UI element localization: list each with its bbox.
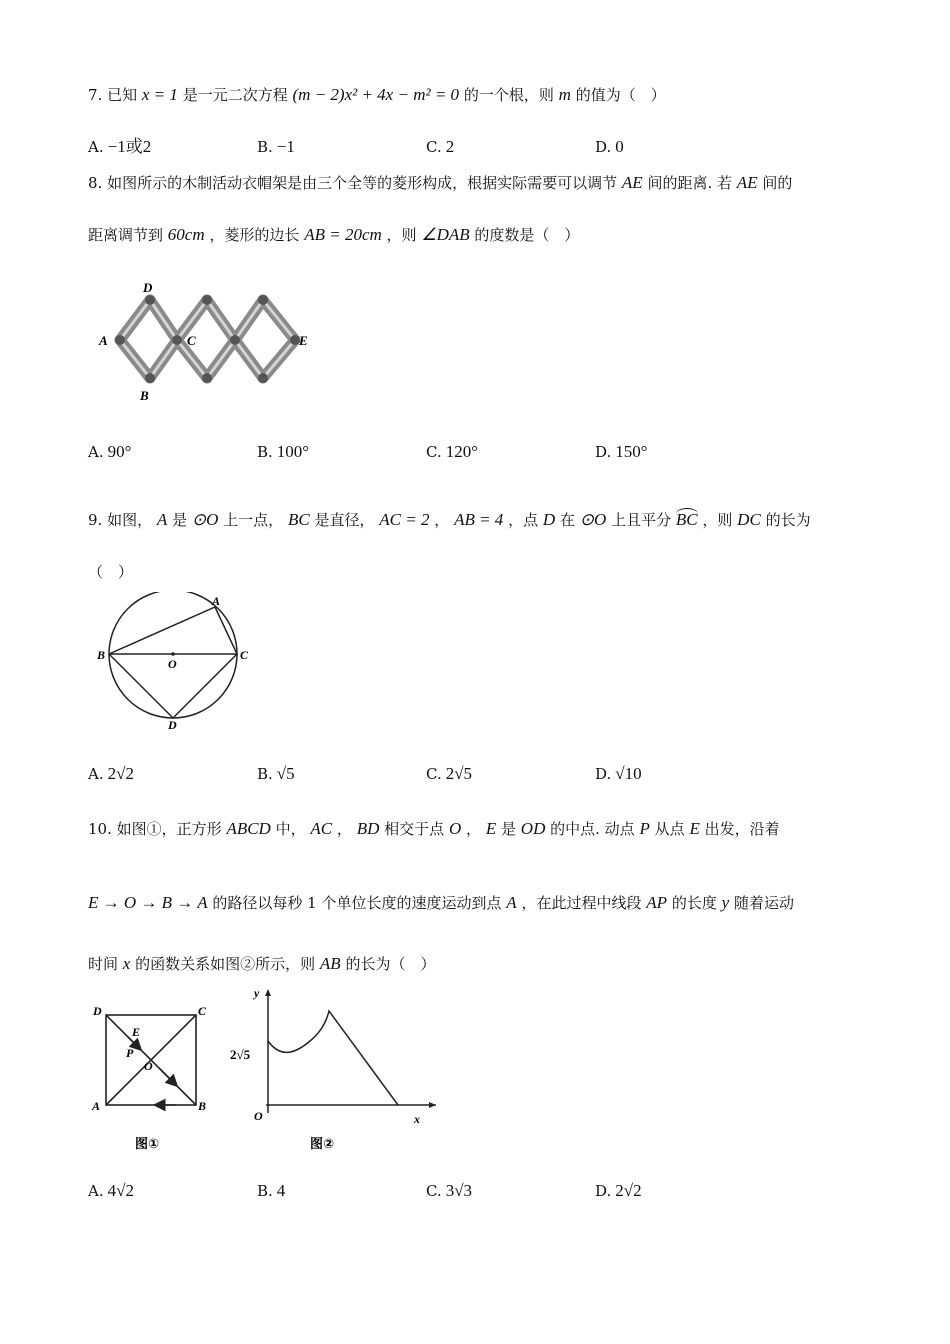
q7-text: 是一元二次方程: [182, 86, 288, 104]
q10-option-a[interactable]: [88, 1182, 134, 1199]
q7-option-b[interactable]: [257, 138, 295, 155]
q8-math: ∠DAB: [421, 225, 470, 244]
option-value: 0: [615, 137, 624, 156]
option-label: A.: [88, 138, 104, 156]
label-b: B: [97, 648, 106, 662]
q7-text: 的一个根，则: [463, 86, 554, 104]
q9-option-a[interactable]: [88, 765, 134, 782]
q9-text: 是: [172, 511, 188, 529]
q9-math: AB = 4: [454, 510, 504, 529]
q8-coat-rack-figure: [95, 280, 325, 405]
q10-text: 是: [501, 820, 517, 838]
q8-text: 距离调节到: [88, 226, 164, 244]
option-label: D.: [595, 1182, 612, 1200]
q9-text: 如图，: [107, 511, 153, 529]
option-value: −1: [276, 137, 295, 156]
q10-math: x: [122, 954, 131, 973]
y-tick-label: 2√5: [230, 1047, 251, 1062]
q8-number: 8.: [88, 174, 103, 192]
q10-square-figure: [88, 1003, 218, 1158]
option-value: 4: [276, 1181, 286, 1200]
x-axis-arrow: [429, 1102, 436, 1108]
option-value: 2: [445, 137, 455, 156]
center-point: [171, 652, 175, 656]
q10-option-b[interactable]: [257, 1182, 285, 1199]
option-value: 2√2: [107, 764, 134, 783]
option-label: D.: [595, 443, 612, 461]
q9-math: A: [156, 510, 168, 529]
q10-stem-line2: [88, 894, 794, 911]
option-value: 150°: [615, 442, 648, 461]
label-b: B: [198, 1099, 207, 1113]
q8-stem-line2: [88, 226, 579, 243]
q10-text: ，: [336, 820, 352, 838]
q10-text: 的中点. 动点: [550, 820, 635, 838]
option-label: C.: [426, 443, 442, 461]
q8-math: AE: [736, 173, 758, 192]
label-o: O: [168, 657, 177, 671]
q7-stem: [88, 86, 666, 103]
q7-equation: (m − 2)x² + 4x − m² = 0: [292, 85, 460, 104]
q9-answer-bracket: （ ）: [88, 563, 134, 581]
q9-option-b[interactable]: [257, 765, 295, 782]
q10-math: y: [721, 893, 730, 912]
option-value: 2√5: [445, 764, 473, 783]
label-a: A: [92, 1099, 101, 1113]
q8-option-d[interactable]: [595, 443, 648, 460]
option-value: 100°: [276, 442, 310, 461]
q9-number: 9.: [88, 511, 103, 529]
q10-math: P: [639, 819, 650, 838]
q10-text: 从点: [654, 820, 685, 838]
option-label: B.: [257, 138, 273, 156]
q9-circle-figure: [95, 592, 255, 730]
q8-text: 间的距离. 若: [647, 174, 732, 192]
q7-text: 已知: [107, 86, 138, 104]
label-e: E: [132, 1025, 141, 1039]
label-o: O: [144, 1059, 153, 1073]
q8-stem-line1: [88, 174, 792, 191]
q10-graph-figure: [226, 983, 441, 1158]
label-a: A: [212, 594, 221, 608]
label-d: D: [143, 280, 153, 295]
option-label: D.: [595, 138, 612, 156]
q8-text: 间的: [762, 174, 793, 192]
x-axis-label: x: [414, 1112, 420, 1126]
q8-text: 如图所示的木制活动衣帽架是由三个全等的菱形构成，根据实际需要可以调节: [107, 174, 618, 192]
fig1-caption: 图①: [135, 1137, 160, 1152]
q9-text: 在: [559, 511, 575, 529]
q10-stem-line1: [88, 820, 780, 837]
q7-option-d[interactable]: [595, 138, 624, 155]
label-c: C: [240, 648, 249, 662]
q9-math: ⊙O: [191, 510, 219, 529]
label-e: E: [299, 333, 308, 348]
q9-math: ⊙O: [579, 510, 607, 529]
q10-number: 10.: [88, 820, 112, 838]
q8-text: ，则: [386, 226, 417, 244]
q8-math: AE: [621, 173, 643, 192]
q8-option-c[interactable]: [426, 443, 478, 460]
label-p: P: [126, 1046, 134, 1060]
label-c: C: [187, 333, 196, 348]
option-label: B.: [257, 765, 273, 783]
label-d: D: [168, 718, 177, 730]
q8-math: AB = 20cm: [304, 225, 382, 244]
option-label: C.: [426, 765, 442, 783]
y-axis-label: y: [254, 986, 260, 1000]
q9-option-c[interactable]: [426, 765, 472, 782]
q9-text: 上一点，: [223, 511, 284, 529]
q7-math: m: [558, 85, 571, 104]
triangle-abc: [109, 607, 237, 654]
label-d: D: [93, 1004, 102, 1018]
option-value: √10: [615, 764, 642, 783]
function-curve: [268, 1011, 398, 1105]
q10-text: 时间: [88, 955, 119, 973]
q9-text: ，点: [508, 511, 539, 529]
q10-math: E: [485, 819, 497, 838]
q10-text: 如图①，正方形: [116, 820, 222, 838]
fig2-caption: 图②: [310, 1137, 335, 1152]
option-label: C.: [426, 138, 442, 156]
q9-text: ，: [434, 511, 450, 529]
q10-text: 相交于点: [384, 820, 445, 838]
q10-text: 的长度: [671, 894, 717, 912]
q8-text: ，菱形的边长: [209, 226, 300, 244]
q10-math: OD: [520, 819, 546, 838]
label-b: B: [140, 388, 149, 403]
option-value: 2√2: [615, 1181, 642, 1200]
q9-math: BC: [287, 510, 310, 529]
q9-text: ，则: [702, 511, 733, 529]
q10-text: 随着运动: [733, 894, 794, 912]
q9-math: AC = 2: [379, 510, 430, 529]
q10-math: AC: [310, 819, 333, 838]
option-label: A.: [88, 765, 104, 783]
q10-text: 的函数关系如图②所示，则: [135, 955, 316, 973]
option-label: A.: [88, 443, 104, 461]
y-axis-arrow: [265, 989, 271, 996]
q10-path: E → O → B → A: [88, 893, 208, 912]
option-value: −1或2: [107, 137, 152, 156]
q8-option-a[interactable]: [88, 443, 131, 460]
q10-text: 中，: [275, 820, 306, 838]
option-label: B.: [257, 443, 273, 461]
option-value: 120°: [445, 442, 479, 461]
q7-option-a[interactable]: [88, 138, 151, 155]
q10-stem-line3: [88, 955, 436, 972]
option-value: 90°: [107, 442, 132, 461]
q9-stem-line1: [88, 511, 811, 528]
q9-option-d[interactable]: [595, 765, 642, 782]
coat-rack-rods: [120, 300, 295, 378]
q10-math: O: [448, 819, 462, 838]
q10-math: AB: [319, 954, 341, 973]
q9-math: D: [542, 510, 556, 529]
q8-text: 的度数是（ ）: [474, 226, 580, 244]
q10-text: 的长为（ ）: [345, 955, 436, 973]
option-label: D.: [595, 765, 612, 783]
q8-math: 60cm: [167, 225, 205, 244]
q7-number: 7.: [88, 86, 103, 104]
q9-math: DC: [737, 510, 761, 529]
q9-text: 是直径，: [314, 511, 375, 529]
q10-math: BD: [356, 819, 380, 838]
q10-math: A: [506, 893, 517, 912]
q9-stem-line2: [88, 565, 133, 580]
q10-text: 的路径以每秒 1 个单位长度的速度运动到点: [212, 894, 502, 912]
q9-text: 的长为: [765, 511, 811, 529]
q10-text: ，在此过程中线段: [521, 894, 642, 912]
q10-math: E: [689, 819, 700, 838]
origin-label: O: [254, 1109, 263, 1123]
q10-text: 出发，沿着: [704, 820, 780, 838]
q10-math: AP: [646, 893, 668, 912]
option-value: √5: [276, 764, 295, 783]
label-c: C: [198, 1004, 207, 1018]
option-label: C.: [426, 1182, 442, 1200]
q7-option-c[interactable]: [426, 138, 454, 155]
q8-option-b[interactable]: [257, 443, 309, 460]
option-value: 4√2: [107, 1181, 134, 1200]
option-label: B.: [257, 1182, 273, 1200]
q7-math: x = 1: [141, 85, 178, 104]
q10-option-d[interactable]: [595, 1182, 642, 1199]
q9-text: 上且平分: [611, 511, 672, 529]
q9-math-arc: BC: [675, 510, 698, 529]
option-label: A.: [88, 1182, 104, 1200]
q7-text: 的值为（ ）: [575, 86, 666, 104]
option-value: 3√3: [445, 1181, 473, 1200]
label-a: A: [99, 333, 108, 348]
arrow-o-b: [160, 1069, 176, 1085]
q10-math: ABCD: [226, 819, 271, 838]
q10-text: ，: [466, 820, 482, 838]
q10-option-c[interactable]: [426, 1182, 472, 1199]
